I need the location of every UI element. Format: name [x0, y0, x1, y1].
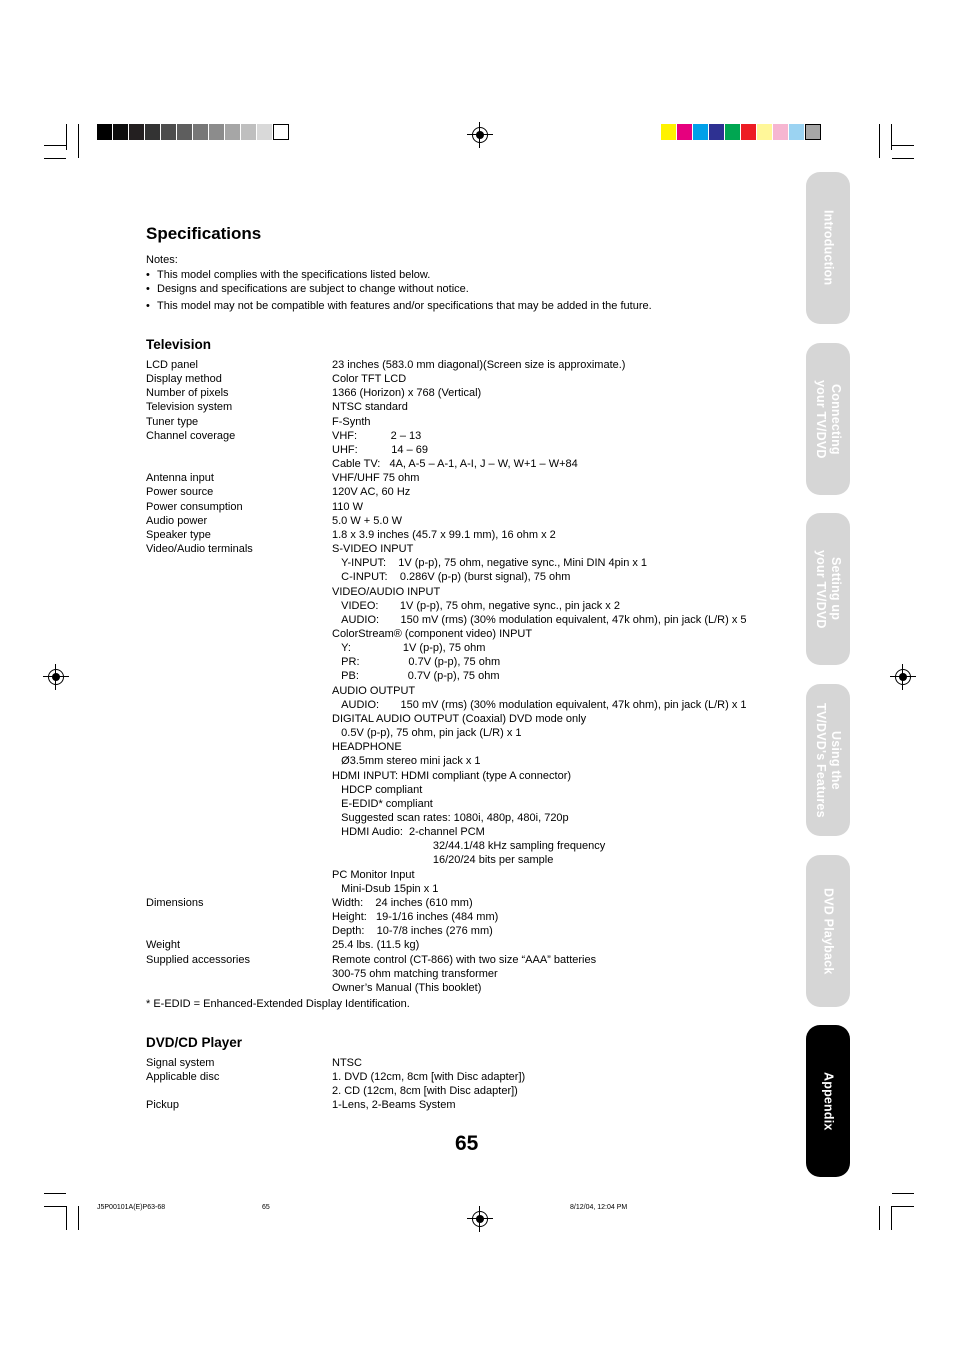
spec-value: [332, 400, 786, 414]
crop-mark: [879, 124, 880, 158]
spec-label: Weight: [146, 939, 181, 952]
spec-value-line: VIDEO/AUDIO INPUT: [332, 585, 441, 598]
tab-label: DVD Playback: [821, 887, 836, 975]
spec-value-line: Owner’s Manual (This booklet): [332, 981, 482, 994]
gray-calibration-bar: [97, 124, 289, 140]
tab-features[interactable]: [806, 684, 850, 836]
spec-value-line: 23 inches (583.0 mm diagonal)(Screen size is approximate.): [332, 359, 626, 371]
spec-value-line: Width: 24 inches (610 mm): [332, 896, 473, 909]
crop-mark: [892, 1206, 914, 1207]
spec-value-line: PC Monitor Input: [332, 868, 415, 881]
spec-label: Number of pixels: [146, 387, 229, 400]
notes-block: [146, 253, 652, 313]
spec-value: [332, 953, 786, 995]
spec-value: [332, 1056, 786, 1070]
color-swatch: [161, 124, 177, 140]
tab-dvd-playback[interactable]: [806, 855, 850, 1007]
spec-row: [146, 415, 786, 429]
tab-label: Connecting your TV/DVD: [814, 379, 843, 459]
color-swatch: [177, 124, 193, 140]
spec-value: [332, 1070, 786, 1098]
spec-value-line: 25.4 lbs. (11.5 kg): [332, 939, 420, 952]
spec-row: [146, 938, 786, 952]
spec-value: [332, 429, 786, 471]
registration-mark-icon: [472, 1211, 488, 1227]
color-swatch: [709, 124, 725, 140]
tab-label: Appendix: [821, 1071, 836, 1131]
color-swatch: [257, 124, 273, 140]
spec-label: Tuner type: [146, 415, 199, 428]
color-swatch: [241, 124, 257, 140]
spec-value-line: AUDIO OUTPUT: [332, 684, 416, 697]
spec-row: [146, 485, 786, 499]
spec-value-line: Height: 19-1/16 inches (484 mm): [332, 911, 499, 924]
slug-page: 65: [262, 1204, 270, 1211]
tab-label: Using the TV/DVD's Features: [814, 702, 843, 818]
page-title: Specifications: [146, 224, 262, 243]
tab-label: Introduction: [821, 210, 836, 286]
color-swatch: [693, 124, 709, 140]
spec-label: Audio power: [146, 514, 208, 527]
spec-value: [332, 415, 786, 429]
spec-value-line: 16/20/24 bits per sample: [332, 854, 554, 867]
spec-value-line: 120V AC, 60 Hz: [332, 486, 411, 499]
spec-value-line: HDCP compliant: [332, 783, 423, 796]
spec-label: Channel coverage: [146, 429, 236, 442]
color-swatch: [805, 124, 821, 140]
spec-label: Speaker type: [146, 528, 211, 541]
spec-value-line: Remote control (CT-866) with two size “AAA” batteries: [332, 953, 597, 966]
spec-label: Dimensions: [146, 896, 204, 909]
spec-value-line: PR: 0.7V (p-p), 75 ohm: [332, 656, 501, 669]
television-spec-table: [146, 358, 786, 995]
color-swatch: [129, 124, 145, 140]
spec-row: [146, 500, 786, 514]
spec-value-line: HEADPHONE: [332, 741, 402, 754]
spec-value-line: 0.5V (p-p), 75 ohm, pin jack (L/R) x 1: [332, 727, 522, 740]
spec-value: [332, 1098, 786, 1112]
dvd-spec-table: [146, 1056, 786, 1113]
spec-value-line: NTSC: [332, 1057, 362, 1069]
color-swatch: [225, 124, 241, 140]
spec-row: [146, 1070, 786, 1098]
page-number: 65: [455, 1132, 479, 1155]
spec-row: [146, 429, 786, 471]
spec-label: Power source: [146, 486, 214, 499]
spec-row: [146, 1056, 786, 1070]
crop-mark: [891, 124, 892, 150]
spec-value-line: E-EDID* compliant: [332, 797, 433, 810]
notes-heading: Notes:: [146, 254, 178, 266]
spec-label: LCD panel: [146, 359, 198, 371]
crop-mark: [892, 1193, 914, 1194]
note-item: • This model may not be compatible with features and/or specifications that may be added in the future.: [146, 299, 652, 314]
crop-mark: [66, 124, 67, 150]
spec-value-line: S-VIDEO INPUT: [332, 543, 414, 556]
spec-value-line: F-Synth: [332, 415, 371, 428]
crop-mark: [892, 145, 914, 146]
registration-mark-icon: [472, 127, 488, 143]
color-swatch: [97, 124, 113, 140]
spec-row: [146, 542, 786, 896]
spec-value: [332, 500, 786, 514]
color-swatch: [741, 124, 757, 140]
spec-value-line: HDMI INPUT: HDMI compliant (type A connector): [332, 769, 572, 782]
spec-value-line: 32/44.1/48 kHz sampling frequency: [332, 840, 606, 853]
crop-mark: [879, 1206, 880, 1230]
spec-value-line: Y-INPUT: 1V (p-p), 75 ohm, negative sync., Mini DIN 4pin x 1: [332, 557, 648, 570]
spec-row: [146, 896, 786, 938]
spec-value-line: Y: 1V (p-p), 75 ohm: [332, 642, 486, 655]
crop-mark: [66, 1206, 67, 1230]
color-calibration-bar: [661, 124, 821, 140]
color-swatch: [661, 124, 677, 140]
slug-date: 8/12/04, 12:04 PM: [570, 1204, 628, 1211]
spec-row: [146, 471, 786, 485]
spec-value: [332, 358, 786, 372]
spec-row: [146, 358, 786, 372]
spec-value-line: 1.8 x 3.9 inches (45.7 x 99.1 mm), 16 ohm x 2: [332, 528, 556, 541]
spec-label: Applicable disc: [146, 1071, 220, 1084]
section-heading-dvd: DVD/CD Player: [146, 1035, 243, 1050]
spec-label: Power consumption: [146, 500, 243, 513]
spec-value: [332, 471, 786, 485]
spec-label: Pickup: [146, 1099, 180, 1112]
crop-mark: [44, 145, 66, 146]
spec-value-line: HDMI Audio: 2-channel PCM: [332, 826, 485, 839]
crop-mark: [78, 1206, 79, 1230]
color-swatch: [789, 124, 805, 140]
spec-value-line: C-INPUT: 0.286V (p-p) (burst signal), 75 ohm: [332, 571, 571, 584]
spec-value-line: 5.0 W + 5.0 W: [332, 514, 402, 527]
spec-value-line: AUDIO: 150 mV (rms) (30% modulation equivalent, 47k ohm), pin jack (L/R) x 5: [332, 613, 747, 626]
color-swatch: [273, 124, 289, 140]
spec-value-line: UHF: 14 – 69: [332, 443, 428, 456]
spec-value: [332, 528, 786, 542]
spec-row: [146, 528, 786, 542]
spec-value-line: Ø3.5mm stereo mini jack x 1: [332, 755, 481, 768]
section-heading-television: Television: [146, 337, 212, 352]
spec-value: [332, 372, 786, 386]
crop-mark: [44, 1193, 66, 1194]
spec-row: [146, 400, 786, 414]
spec-value-line: 1366 (Horizon) x 768 (Vertical): [332, 387, 482, 400]
crop-mark: [892, 158, 914, 159]
spec-value-line: Depth: 10-7/8 inches (276 mm): [332, 925, 493, 938]
spec-value-line: VIDEO: 1V (p-p), 75 ohm, negative sync., pin jack x 2: [332, 599, 620, 612]
note-item: • This model complies with the specifications listed below.: [146, 268, 652, 283]
registration-mark-icon: [48, 669, 64, 685]
slug-file: J5P00101A(E)P63-68: [97, 1204, 166, 1211]
tab-connecting[interactable]: [806, 343, 850, 495]
footnote: * E-EDID = Enhanced-Extended Display Identification.: [146, 998, 410, 1010]
spec-label: Antenna input: [146, 472, 214, 485]
crop-mark: [44, 158, 66, 159]
spec-value: [332, 896, 786, 938]
crop-mark: [44, 1206, 66, 1207]
color-swatch: [757, 124, 773, 140]
color-swatch: [773, 124, 789, 140]
tab-introduction[interactable]: [806, 172, 850, 324]
crop-mark: [891, 1206, 892, 1230]
spec-value-line: AUDIO: 150 mV (rms) (30% modulation equivalent, 47k ohm), pin jack (L/R) x 1: [332, 698, 747, 711]
tab-appendix[interactable]: [806, 1025, 850, 1177]
spec-value-line: PB: 0.7V (p-p), 75 ohm: [332, 670, 500, 683]
spec-value-line: 2. CD (12cm, 8cm [with Disc adapter]): [332, 1085, 518, 1098]
spec-value: [332, 514, 786, 528]
spec-value: [332, 386, 786, 400]
spec-value: [332, 542, 786, 896]
spec-label: Supplied accessories: [146, 953, 250, 966]
color-swatch: [677, 124, 693, 140]
spec-value-line: NTSC standard: [332, 401, 408, 414]
spec-value-line: VHF: 2 – 13: [332, 429, 422, 442]
spec-label: Signal system: [146, 1057, 215, 1069]
color-swatch: [209, 124, 225, 140]
spec-label: Television system: [146, 401, 233, 414]
spec-label: Display method: [146, 373, 222, 386]
spec-value-line: Color TFT LCD: [332, 373, 407, 386]
spec-value-line: VHF/UHF 75 ohm: [332, 472, 420, 485]
spec-value: [332, 938, 786, 952]
spec-label: Video/Audio terminals: [146, 543, 253, 556]
spec-row: [146, 372, 786, 386]
spec-value-line: DIGITAL AUDIO OUTPUT (Coaxial) DVD mode only: [332, 712, 587, 725]
spec-value-line: Suggested scan rates: 1080i, 480p, 480i, 720p: [332, 812, 569, 824]
spec-value-line: 1. DVD (12cm, 8cm [with Disc adapter]): [332, 1071, 526, 1084]
color-swatch: [193, 124, 209, 140]
tab-label: Setting up your TV/DVD: [814, 549, 843, 629]
color-swatch: [725, 124, 741, 140]
spec-row: [146, 386, 786, 400]
color-swatch: [145, 124, 161, 140]
spec-row: [146, 514, 786, 528]
color-swatch: [113, 124, 129, 140]
spec-value-line: Cable TV: 4A, A-5 – A-1, A-I, J – W, W+1 – W+84: [332, 458, 578, 471]
spec-row: [146, 1098, 786, 1112]
spec-value-line: ColorStream® (component video) INPUT: [332, 627, 533, 640]
spec-value-line: Mini-Dsub 15pin x 1: [332, 882, 439, 895]
spec-value-line: 300-75 ohm matching transformer: [332, 967, 498, 980]
tab-setting-up[interactable]: [806, 513, 850, 665]
spec-value-line: 1-Lens, 2-Beams System: [332, 1099, 456, 1112]
registration-mark-icon: [895, 669, 911, 685]
spec-value: [332, 485, 786, 499]
spec-value-line: 110 W: [332, 500, 363, 513]
spec-row: [146, 953, 786, 995]
crop-mark: [78, 124, 79, 158]
note-item: • Designs and specifications are subject to change without notice.: [146, 282, 652, 297]
